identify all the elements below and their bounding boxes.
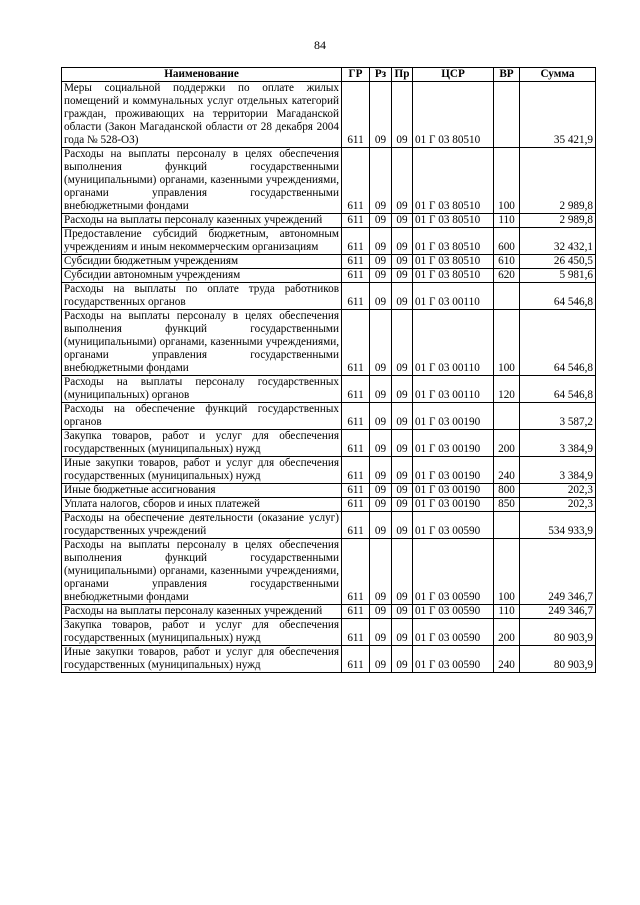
- row-pr: 09: [392, 457, 413, 484]
- header-name: Наименование: [62, 68, 342, 82]
- row-pr: 09: [392, 498, 413, 512]
- header-sum: Сумма: [520, 68, 596, 82]
- row-gr: 611: [342, 403, 370, 430]
- table-row: [62, 484, 596, 498]
- row-sum: 32 432,1: [520, 228, 596, 255]
- row-rz: 09: [370, 498, 392, 512]
- row-name: Уплата налогов, сборов и иных платежей: [62, 498, 342, 512]
- row-sum: 5 981,6: [520, 269, 596, 283]
- row-sum: 80 903,9: [520, 646, 596, 673]
- row-name: Расходы на обеспечение функций государственных органов: [62, 403, 342, 430]
- row-pr: 09: [392, 214, 413, 228]
- header-rz: Рз: [370, 68, 392, 82]
- row-csr: 01 Г 03 00190: [413, 484, 494, 498]
- row-rz: 09: [370, 82, 392, 148]
- row-csr: 01 Г 03 00190: [413, 403, 494, 430]
- row-rz: 09: [370, 148, 392, 214]
- row-csr: 01 Г 03 80510: [413, 214, 494, 228]
- row-vr: [494, 82, 520, 148]
- row-pr: 09: [392, 269, 413, 283]
- table-row: [62, 255, 596, 269]
- row-rz: 09: [370, 646, 392, 673]
- row-name: Иные закупки товаров, работ и услуг для обеспечения государственных (муниципальных) нужд: [62, 457, 342, 484]
- row-vr: [494, 512, 520, 539]
- row-rz: 09: [370, 283, 392, 310]
- table-row: [62, 310, 596, 376]
- row-sum: 534 933,9: [520, 512, 596, 539]
- row-name: Расходы на выплаты по оплате труда работников государственных органов: [62, 283, 342, 310]
- row-gr: 611: [342, 539, 370, 605]
- row-rz: 09: [370, 457, 392, 484]
- row-rz: 09: [370, 228, 392, 255]
- row-sum: 3 587,2: [520, 403, 596, 430]
- table-row: [62, 283, 596, 310]
- row-rz: 09: [370, 269, 392, 283]
- row-csr: 01 Г 03 00190: [413, 430, 494, 457]
- row-csr: 01 Г 03 80510: [413, 269, 494, 283]
- row-vr: 100: [494, 310, 520, 376]
- row-sum: 249 346,7: [520, 539, 596, 605]
- row-pr: 09: [392, 148, 413, 214]
- row-vr: 200: [494, 619, 520, 646]
- row-vr: 850: [494, 498, 520, 512]
- row-rz: 09: [370, 310, 392, 376]
- row-gr: 611: [342, 148, 370, 214]
- table-row: [62, 403, 596, 430]
- row-gr: 611: [342, 283, 370, 310]
- header-vr: ВР: [494, 68, 520, 82]
- row-gr: 611: [342, 619, 370, 646]
- row-csr: 01 Г 03 80510: [413, 82, 494, 148]
- table-row: [62, 430, 596, 457]
- row-pr: 09: [392, 430, 413, 457]
- row-vr: 100: [494, 148, 520, 214]
- row-rz: 09: [370, 430, 392, 457]
- row-csr: 01 Г 03 00190: [413, 457, 494, 484]
- row-vr: 110: [494, 605, 520, 619]
- row-vr: [494, 403, 520, 430]
- row-gr: 611: [342, 255, 370, 269]
- row-csr: 01 Г 03 00110: [413, 376, 494, 403]
- row-gr: 611: [342, 457, 370, 484]
- row-gr: 611: [342, 269, 370, 283]
- row-csr: 01 Г 03 80510: [413, 255, 494, 269]
- table-row: [62, 148, 596, 214]
- row-csr: 01 Г 03 00590: [413, 512, 494, 539]
- row-gr: 611: [342, 484, 370, 498]
- table-row: [62, 512, 596, 539]
- table-row: [62, 228, 596, 255]
- row-rz: 09: [370, 403, 392, 430]
- table-row: [62, 457, 596, 484]
- row-sum: 3 384,9: [520, 430, 596, 457]
- row-csr: 01 Г 03 00590: [413, 646, 494, 673]
- table-row: [62, 605, 596, 619]
- row-gr: 611: [342, 605, 370, 619]
- row-pr: 09: [392, 619, 413, 646]
- row-vr: 620: [494, 269, 520, 283]
- row-csr: 01 Г 03 00190: [413, 498, 494, 512]
- budget-table: [61, 67, 596, 673]
- table-row: [62, 269, 596, 283]
- row-name: Субсидии бюджетным учреждениям: [62, 255, 342, 269]
- page-number: 84: [314, 38, 326, 52]
- row-vr: [494, 283, 520, 310]
- row-pr: 09: [392, 539, 413, 605]
- row-pr: 09: [392, 403, 413, 430]
- row-sum: 2 989,8: [520, 148, 596, 214]
- row-name: Расходы на выплаты персоналу казенных учреждений: [62, 605, 342, 619]
- row-sum: 2 989,8: [520, 214, 596, 228]
- row-name: Расходы на выплаты персоналу казенных учреждений: [62, 214, 342, 228]
- row-pr: 09: [392, 255, 413, 269]
- row-gr: 611: [342, 646, 370, 673]
- row-vr: 200: [494, 430, 520, 457]
- row-gr: 611: [342, 376, 370, 403]
- row-sum: 202,3: [520, 484, 596, 498]
- row-name: Расходы на выплаты персоналу в целях обеспечения выполнения функций государственными (муниципальными) органами, казенными учреждениями, органами управления государственными внебюджетными фондами: [62, 310, 342, 376]
- row-csr: 01 Г 03 00110: [413, 283, 494, 310]
- row-pr: 09: [392, 484, 413, 498]
- row-csr: 01 Г 03 80510: [413, 148, 494, 214]
- row-rz: 09: [370, 255, 392, 269]
- header-pr: Пр: [392, 68, 413, 82]
- row-sum: 202,3: [520, 498, 596, 512]
- row-name: Расходы на выплаты персоналу в целях обеспечения выполнения функций государственными (муниципальными) органами, казенными учреждениями, органами управления государственными внебюджетными фондами: [62, 148, 342, 214]
- row-rz: 09: [370, 484, 392, 498]
- row-vr: 800: [494, 484, 520, 498]
- row-name: Субсидии автономным учреждениям: [62, 269, 342, 283]
- row-vr: 100: [494, 539, 520, 605]
- row-pr: 09: [392, 228, 413, 255]
- row-gr: 611: [342, 228, 370, 255]
- row-pr: 09: [392, 82, 413, 148]
- row-csr: 01 Г 03 80510: [413, 228, 494, 255]
- row-vr: 110: [494, 214, 520, 228]
- row-csr: 01 Г 03 00590: [413, 605, 494, 619]
- table-row: [62, 82, 596, 148]
- row-gr: 611: [342, 512, 370, 539]
- row-pr: 09: [392, 646, 413, 673]
- row-vr: 600: [494, 228, 520, 255]
- row-name: Иные бюджетные ассигнования: [62, 484, 342, 498]
- row-name: Закупка товаров, работ и услуг для обеспечения государственных (муниципальных) нужд: [62, 619, 342, 646]
- row-sum: 64 546,8: [520, 376, 596, 403]
- row-sum: 3 384,9: [520, 457, 596, 484]
- row-gr: 611: [342, 498, 370, 512]
- table-header-row: [62, 68, 596, 82]
- row-sum: 64 546,8: [520, 310, 596, 376]
- row-csr: 01 Г 03 00590: [413, 539, 494, 605]
- row-rz: 09: [370, 512, 392, 539]
- row-csr: 01 Г 03 00110: [413, 310, 494, 376]
- row-vr: 240: [494, 457, 520, 484]
- row-name: Меры социальной поддержки по оплате жилых помещений и коммунальных услуг отдельных категорий граждан, проживающих на территории Магаданской области (Закон Магаданской области от 28 декабря 2004 года № 528-ОЗ): [62, 82, 342, 148]
- table-row: [62, 646, 596, 673]
- row-rz: 09: [370, 619, 392, 646]
- row-pr: 09: [392, 310, 413, 376]
- row-name: Расходы на обеспечение деятельности (оказание услуг) государственных учреждений: [62, 512, 342, 539]
- row-pr: 09: [392, 512, 413, 539]
- row-gr: 611: [342, 430, 370, 457]
- row-csr: 01 Г 03 00590: [413, 619, 494, 646]
- row-sum: 64 546,8: [520, 283, 596, 310]
- row-gr: 611: [342, 82, 370, 148]
- table-row: [62, 619, 596, 646]
- row-gr: 611: [342, 214, 370, 228]
- table-row: [62, 539, 596, 605]
- row-vr: 240: [494, 646, 520, 673]
- row-pr: 09: [392, 605, 413, 619]
- row-name: Расходы на выплаты персоналу в целях обеспечения выполнения функций государственными (муниципальными) органами, казенными учреждениями, органами управления государственными внебюджетными фондами: [62, 539, 342, 605]
- row-vr: 120: [494, 376, 520, 403]
- row-name: Расходы на выплаты персоналу государственных (муниципальных) органов: [62, 376, 342, 403]
- row-sum: 35 421,9: [520, 82, 596, 148]
- row-sum: 249 346,7: [520, 605, 596, 619]
- row-pr: 09: [392, 283, 413, 310]
- table-row: [62, 376, 596, 403]
- row-name: Закупка товаров, работ и услуг для обеспечения государственных (муниципальных) нужд: [62, 430, 342, 457]
- row-sum: 80 903,9: [520, 619, 596, 646]
- row-gr: 611: [342, 310, 370, 376]
- row-vr: 610: [494, 255, 520, 269]
- row-rz: 09: [370, 214, 392, 228]
- header-csr: ЦСР: [413, 68, 494, 82]
- table-row: [62, 498, 596, 512]
- row-rz: 09: [370, 539, 392, 605]
- row-name: Предоставление субсидий бюджетным, автономным учреждениям и иным некоммерческим организациям: [62, 228, 342, 255]
- row-pr: 09: [392, 376, 413, 403]
- row-sum: 26 450,5: [520, 255, 596, 269]
- header-gr: ГР: [342, 68, 370, 82]
- row-rz: 09: [370, 376, 392, 403]
- row-rz: 09: [370, 605, 392, 619]
- table-row: [62, 214, 596, 228]
- row-name: Иные закупки товаров, работ и услуг для обеспечения государственных (муниципальных) нужд: [62, 646, 342, 673]
